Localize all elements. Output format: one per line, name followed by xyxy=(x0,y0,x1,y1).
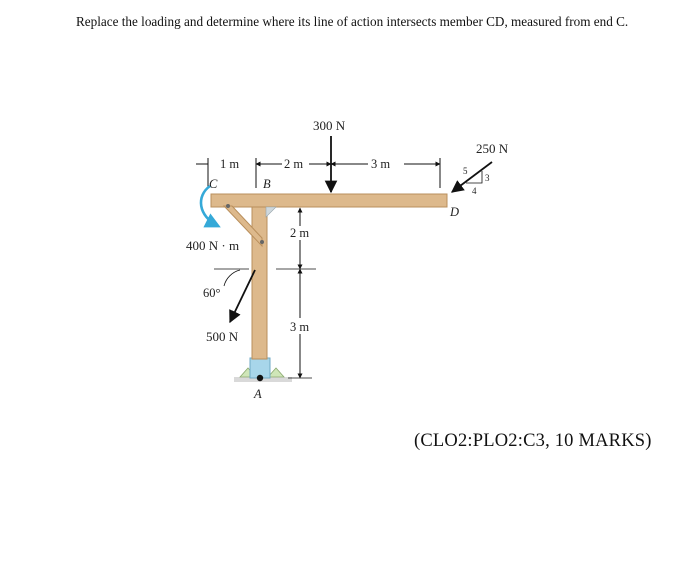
dim-1m: 1 m xyxy=(220,157,240,171)
load-500-arrow xyxy=(230,270,255,322)
angle-arc xyxy=(224,270,240,286)
slope-4: 4 xyxy=(472,186,477,196)
question-text: Replace the loading and determine where its line of action intersects member CD, measured from end C. xyxy=(76,14,629,29)
load-300-label: 300 N xyxy=(313,118,346,133)
slope-5: 5 xyxy=(463,166,468,176)
support-a xyxy=(234,358,292,382)
label-c: C xyxy=(209,177,218,191)
slope-triangle xyxy=(466,171,482,183)
label-d: D xyxy=(450,205,460,219)
dim-2m-vertical: 2 m xyxy=(290,226,310,240)
slope-3: 3 xyxy=(485,173,490,183)
member-ab xyxy=(252,203,267,359)
dim-2m-horizontal: 2 m xyxy=(284,157,304,171)
moment-label: 400 N · m xyxy=(186,238,240,253)
marks-label: (CLO2:PLO2:C3, 10 MARKS) xyxy=(414,431,652,451)
load-250-label: 250 N xyxy=(476,141,509,156)
member-cd xyxy=(211,194,447,207)
dim-3m-vertical: 3 m xyxy=(290,320,310,334)
label-a: A xyxy=(254,387,262,401)
dim-3m-horizontal: 3 m xyxy=(371,157,391,171)
angle-label: 60° xyxy=(203,286,221,300)
load-500-label: 500 N xyxy=(206,329,239,344)
label-b: B xyxy=(263,177,271,191)
